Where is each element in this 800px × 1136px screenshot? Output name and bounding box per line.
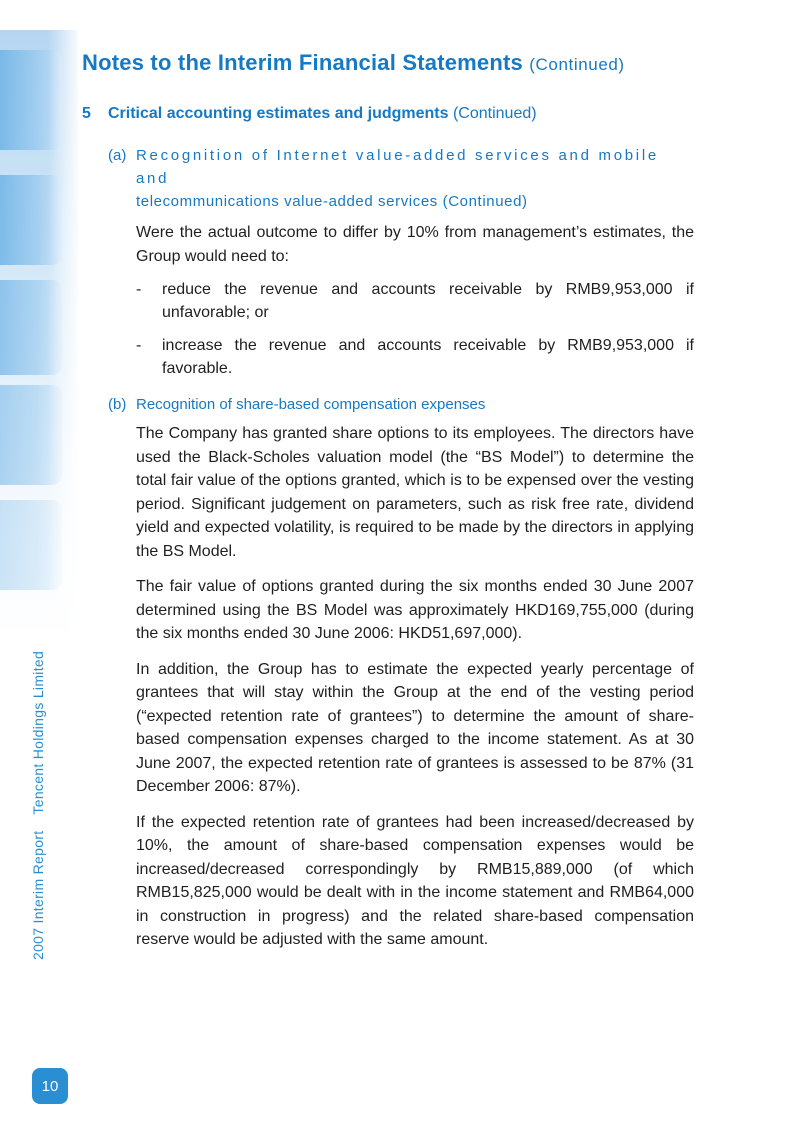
paragraph: The Company has granted share options to its employees. The directors have used the Black-Scholes valuation model (the “BS Model”) to determine the total fair value of the options granted, which is to be expensed over the vesting period. Significant judgement on parameters, such as risk free rate, dividend yield and expected volatility, is required to be made by the directors in applying the BS Model. (136, 425, 694, 560)
company-name: Tencent Holdings Limited (30, 650, 46, 815)
report-name: 2007 Interim Report (30, 830, 46, 960)
section-heading (82, 105, 537, 123)
subsection-b-heading (108, 393, 694, 416)
subsection-a-heading (108, 144, 694, 213)
paragraph: The fair value of options granted during the six months ended 30 June 2007 determined using the BS Model was approximately HKD169,755,000 (during the six months ended 30 June 2006: HKD51,697,000). (136, 578, 694, 642)
section-suffix: (Continued) (452, 105, 537, 122)
subsection-a-intro: Were the actual outcome to differ by 10% from management’s estimates, the Group would need to: (136, 224, 694, 265)
sidebar-report-label (30, 651, 46, 960)
section-title: Critical accounting estimates and judgments (108, 105, 449, 122)
subsection-a-heading-line2: telecommunications value-added services (Continued) (136, 193, 528, 210)
subsection-b-label: (b) (108, 396, 127, 413)
page-title (82, 50, 625, 76)
bullet-dash: - (136, 337, 142, 354)
bullet-item (108, 334, 694, 380)
main-content (108, 144, 694, 952)
subsection-a-label: (a) (108, 147, 127, 164)
bullet-dash: - (136, 281, 142, 298)
page-title-suffix: (Continued) (529, 55, 625, 74)
subsection-a-heading-line1: Recognition of Internet value-added services and mobile and (136, 147, 659, 187)
bullet-text: reduce the revenue and accounts receivable by RMB9,953,000 if unfavorable; or (162, 281, 694, 321)
sidebar-decoration (0, 30, 78, 640)
page-number-badge: 10 (32, 1068, 68, 1104)
section-number: 5 (82, 105, 91, 122)
subsection-b-heading-text: Recognition of share-based compensation expenses (136, 396, 486, 413)
paragraph: In addition, the Group has to estimate the expected yearly percentage of grantees that will stay within the Group at the end of the vesting period (“expected retention rate of grantees”) to determine the amount of share-based compensation expenses charged to the income statement. As at 30 June 2007, the expected retention rate of grantees is assessed to be 87% (31 December 2006: 87%). (136, 660, 694, 795)
bullet-item (108, 278, 694, 324)
paragraph: If the expected retention rate of grantees had been increased/decreased by 10%, the amount of share-based compensation expenses would be increased/decreased correspondingly by RMB15,889,000 (of which RMB15,825,000 would be dealt with in the income statement and RMB64,000 in construction in progress) and the related share-based compensation reserve would be adjusted with the same amount. (136, 813, 694, 948)
bullet-text: increase the revenue and accounts receivable by RMB9,953,000 if favorable. (162, 337, 694, 377)
page-title-text: Notes to the Interim Financial Statements (82, 50, 523, 75)
